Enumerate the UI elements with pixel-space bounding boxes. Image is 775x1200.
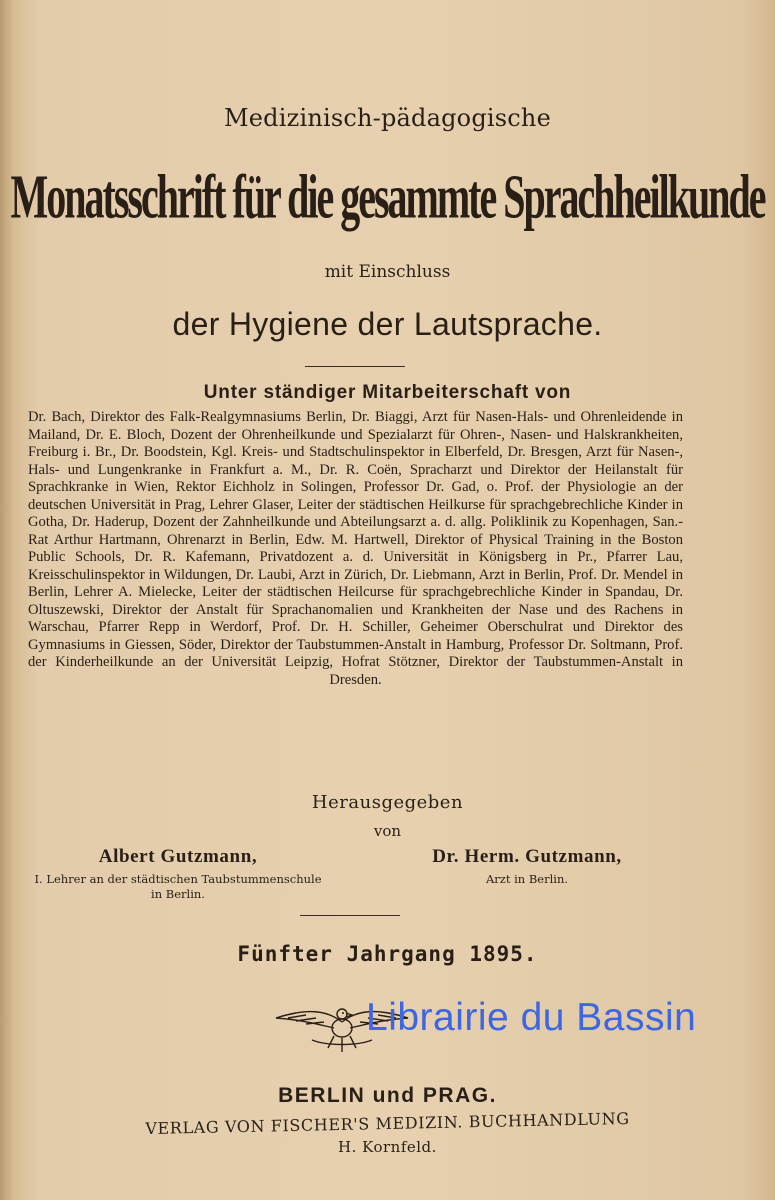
editor-1-name: Albert Gutzmann,: [98, 846, 258, 867]
title-pre: Medizinisch-pädagogische: [223, 104, 551, 132]
publisher-name: VERLAG VON FISCHER'S MEDIZIN. BUCHHANDLUNG: [145, 1108, 630, 1139]
volume-line: Fünfter Jahrgang 1895.: [237, 942, 538, 966]
contributors-heading: Unter ständiger Mitarbeiterschaft von: [203, 382, 572, 403]
watermark: Librairie du Bassin: [366, 996, 697, 1039]
editors-intro: Herausgegeben: [311, 792, 464, 813]
publisher-owner: H. Kornfeld.: [338, 1138, 437, 1156]
title-main: Monatsschrift für die gesammte Sprachheilkunde: [10, 161, 765, 232]
editor-2-role: Arzt in Berlin.: [485, 872, 569, 886]
editor-1-role-line2: in Berlin.: [151, 887, 205, 901]
editor-1: [18, 846, 338, 902]
divider-top: [305, 366, 405, 367]
publisher-city: BERLIN und PRAG.: [278, 1084, 497, 1107]
editor-1-role-line1: I. Lehrer an der städtischen Taubstummenschule: [34, 872, 322, 886]
editors-von: von: [373, 822, 402, 840]
title-mid: mit Einschluss: [324, 262, 451, 282]
divider-bottom: [300, 915, 400, 916]
contributors-text: Dr. Bach, Direktor des Falk-Realgymnasiums Berlin, Dr. Biaggi, Arzt für Nasen-Hals- und Ohrenleidende in Mailand, Dr. E. Bloch, Dozent der Ohrenheilkunde und Spezialarzt für Ohren-, Nasen- und Halskrankheiten, Freiburg i. Br., Dr. Boodstein, Kgl. Kreis- und Stadtschulinspektor in Elberfeld, Dr. Bresgen, Arzt für Nasen-, Hals- und Lungenkranke in Frankfurt a. M., Dr. R. Coën, Spracharzt und Direktor der Heilanstalt für Sprachkranke in Wien, Rektor Eichholz in Solingen, Professor Dr. Gad, o. Prof. der Physiologie an der deutschen Universität in Prag, Lehrer Glaser, Leiter der städtischen Heilkurse für sprachgebrechliche Kinder in Gotha, Dr. Haderup, Dozent der Zahnheilkunde und Abteilungsarzt a. d. allg. Poliklinik zu Kopenhagen, San.-Rat Arthur Hartmann, Ohrenarzt in Berlin, Edw. M. Hartwell, Direktor of Physical Training in the Boston Public Schools, Dr. R. Kafemann, Privatdozent a. d. Universität in Königsberg in Pr., Pfarrer Lau, Kreisschulinspektor in Wildungen, Dr. Laubi, Arzt in Zürich, Dr. Liebmann, Arzt in Berlin, Prof. Dr. Mendel in Berlin, Lehrer A. Mielecke, Leiter der städtischen Heilcurse für sprachgebrechliche Kinder in Spandau, Dr. Oltuszewski, Direktor der Anstalt für Sprachanomalien und Krankheiten der Nase und des Rachens in Warschau, Pfarrer Repp in Werdorf, Prof. Dr. H. Schiller, Geheimer Oberschulrat und Direktor des Gymnasiums in Giessen, Söder, Direktor der Taubstummen-Anstalt in Hamburg, Professor Dr. Soltmann, Prof. der Kinderheilkunde an der Universität Leipzig, Hofrat Stötzner, Direktor der Taubstummen-Anstalt in Dresden.: [28, 409, 683, 688]
title-sub: der Hygiene der Lautsprache.: [172, 306, 603, 342]
editor-2-name: Dr. Herm. Gutzmann,: [432, 846, 622, 867]
editor-2: [412, 846, 642, 887]
